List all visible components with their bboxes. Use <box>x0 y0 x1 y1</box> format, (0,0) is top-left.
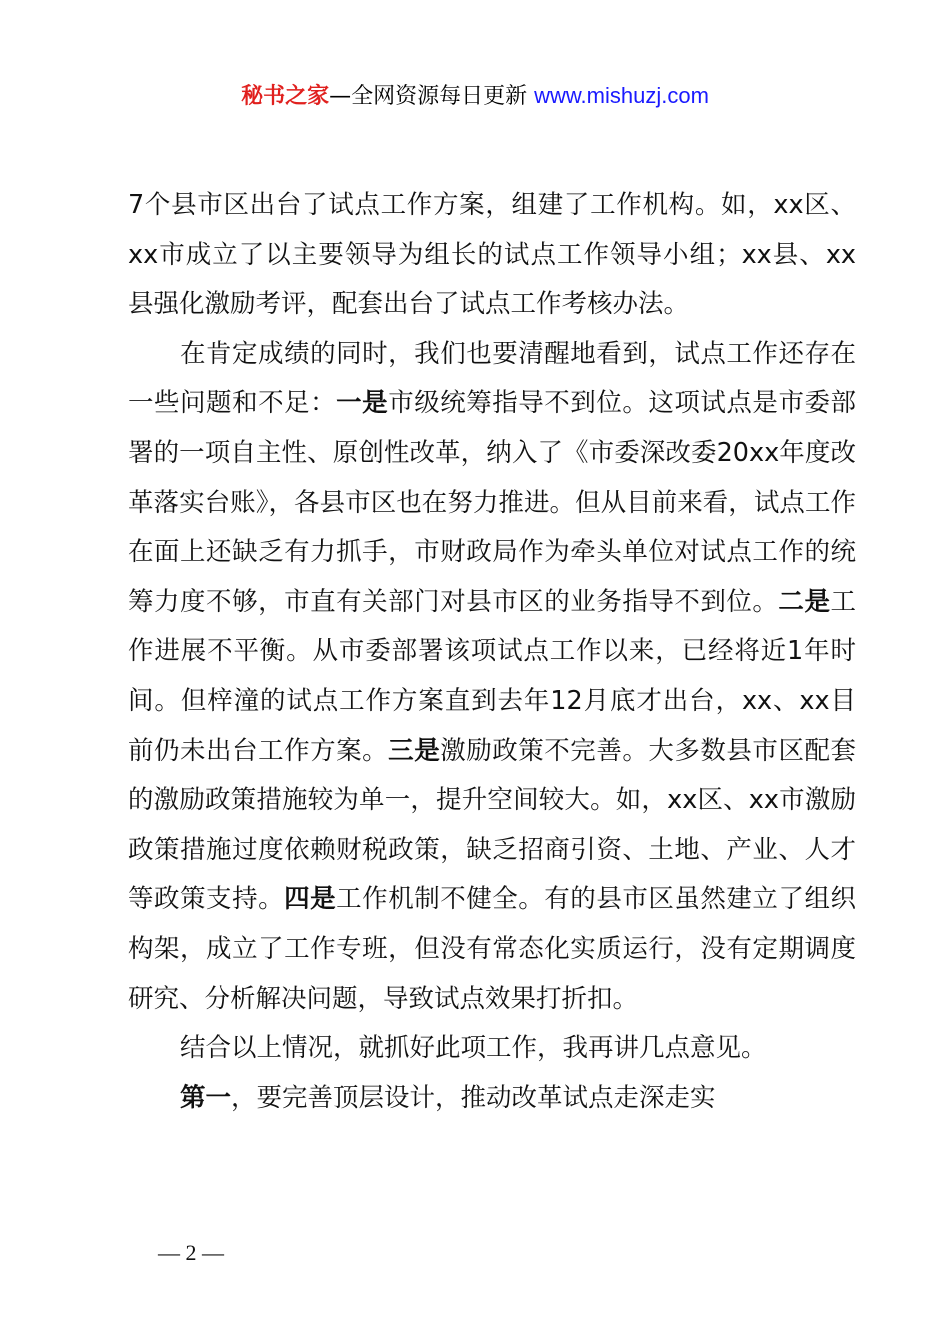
section-first-title: ，要完善顶层设计，推动改革试点走深走实 <box>231 1082 716 1113</box>
document-body <box>128 181 856 1123</box>
point-four-label: 四是 <box>284 884 337 915</box>
section-first-label: 第一 <box>180 1082 232 1113</box>
point-three-label: 三是 <box>388 735 441 766</box>
point-two-label: 二是 <box>778 586 831 617</box>
paragraph-1: 7个县市区出台了试点工作方案，组建了工作机构。如，xx区、xx市成立了以主要领导为组长的试点工作领导小组；xx县、xx县强化激励考评，配套出台了试点工作考核办法。 <box>128 190 856 320</box>
paragraph-4 <box>128 1074 856 1124</box>
point-one-label: 一是 <box>336 388 389 419</box>
point-one-text: 市级统筹指导不到位。这项试点是市委部署的一项自主性、原创性改革，纳入了《市委深改委20xx年度改革落实台账》，各县市区也在努力推进。但从目前来看，试点工作在面上还缺乏有力抓手，市财政局作为牵头单位对试点工作的统筹力度不够，市直有关部门对县市区的业务指导不到位。 <box>128 388 856 617</box>
point-four-text: 工作机制不健全。有的县市区虽然建立了组织构架，成立了工作专班，但没有常态化实质运行，没有定期调度研究、分析解决问题，导致试点效果打折扣。 <box>128 884 856 1014</box>
paragraph-2 <box>128 330 856 1024</box>
header-site-url[interactable]: www.mishuzj.com <box>534 83 709 108</box>
site-header <box>0 80 950 113</box>
point-two-text: 工作进展不平衡。从市委部署该项试点工作以来，已经将近1年时间。但梓潼的试点工作方案直到去年12月底才出台，xx、xx目前仍未出台工作方案。 <box>128 586 856 766</box>
paragraph-2-intro: 在肯定成绩的同时，我们也要清醒地看到，试点工作还存在一些问题和不足： <box>128 338 856 419</box>
header-brand: 秘书之家 <box>241 84 330 109</box>
point-three-text: 激励政策不完善。大多数县市区配套的激励政策措施较为单一，提升空间较大。如，xx区、xx市激励政策措施过度依赖财税政策，缺乏招商引资、土地、产业、人才等政策支持。 <box>128 735 856 915</box>
paragraph-3: 结合以上情况，就抓好此项工作，我再讲几点意见。 <box>180 1033 767 1064</box>
header-tagline: —全网资源每日更新 <box>329 84 528 109</box>
page-number: — 2 — <box>158 1240 224 1265</box>
